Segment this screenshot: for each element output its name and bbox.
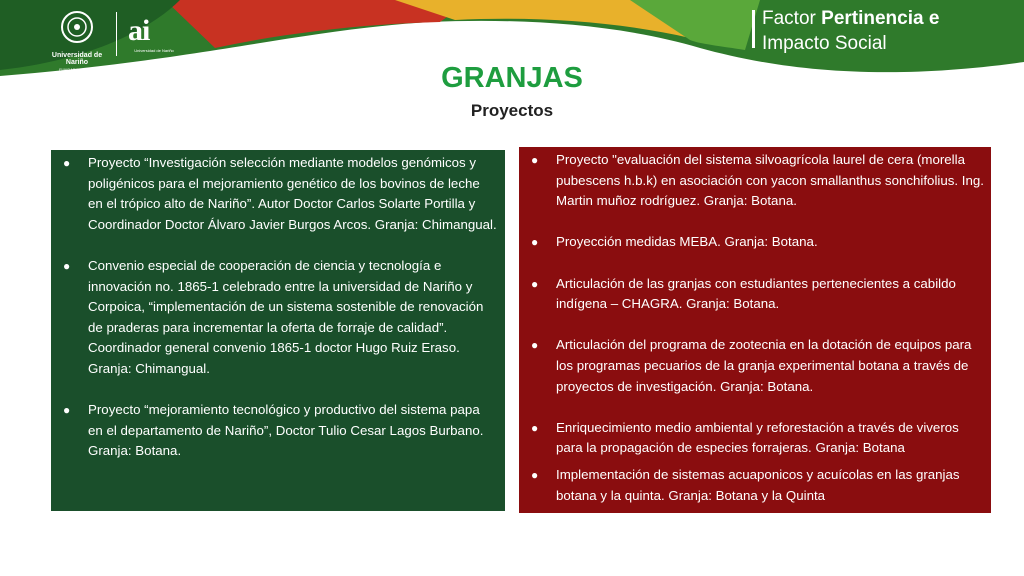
bullet-icon: ● xyxy=(531,235,539,250)
page-title: GRANJAS xyxy=(441,62,583,94)
list-item: ● Implementación de sistemas acuaponicos y acuícolas en las granjas botana y la quinta. Granja: Botana y la Quinta xyxy=(531,466,960,503)
factor-bold: Pertinencia e xyxy=(821,8,940,29)
university-seal-icon xyxy=(60,10,94,44)
bullet-icon: ● xyxy=(63,258,71,273)
bullet-icon: ● xyxy=(63,156,71,170)
list-item: ● Proyección medidas MEBA. Granja: Botana. xyxy=(529,232,987,253)
list-item: ● Proyecto "evaluación del sistema silvoagrícola laurel de cera (morella pubescens h.b.k) en asociación con yacon smallanthus sonchifolius. Ing. Martin muñoz rodríguez. Granja: Botana. xyxy=(531,152,984,209)
list-item: ● Proyecto “mejoramiento tecnológico y productivo del sistema papa en el departamento de Nariño”, Doctor Tulio Cesar Lagos Burbano. Granja: Botana. xyxy=(63,402,484,459)
bullet-icon: ● xyxy=(63,403,71,418)
university-logo xyxy=(28,8,174,72)
bullet-icon: ● xyxy=(531,467,539,482)
university-tagline: FUNDADA EN 1904 xyxy=(59,67,95,72)
ai-logo: ai xyxy=(128,14,150,47)
factor-heading xyxy=(762,6,939,56)
bullet-icon: ● xyxy=(531,338,539,353)
bullet-icon: ● xyxy=(531,276,539,291)
page-subtitle: Proyectos xyxy=(470,101,554,120)
left-project-list xyxy=(61,153,497,462)
factor-light: Factor xyxy=(762,8,816,29)
list-item: ● Articulación del programa de zootecnia en la dotación de equipos para los programas pecuarios de la granja experimental botana a través de proyectos de investigación. Granja: Botana. xyxy=(531,337,972,394)
factor-divider xyxy=(752,10,755,48)
list-item: ● Articulación de las granjas con estudiantes pertenecientes a cabildo indígena – CHAGRA. Granja: Botana. xyxy=(531,275,956,312)
bullet-icon: ● xyxy=(531,420,539,435)
bullet-icon: ● xyxy=(531,153,539,167)
university-name: Universidad de Nariño xyxy=(51,52,103,66)
right-project-list xyxy=(529,150,987,506)
list-item: ● Convenio especial de cooperación de ciencia y tecnología e innovación no. 1865-1 celebrado entre la universidad de Nariño y Corpoica, “implementación de un sistema sostenible de renovación de praderas para incrementar la oferta de forraje de calidad”. Coordinador general convenio 1865-1 doctor Hugo Ruiz Eraso. Granja: Chimangual. xyxy=(63,257,484,376)
list-item: ● Enriquecimiento medio ambiental y reforestación a través de viveros para la propagación de especies forrajeras. Granja: Botana xyxy=(531,419,959,456)
list-item: ● Proyecto “Investigación selección mediante modelos genómicos y poligénicos para el mejoramiento genético de los bovinos de leche en el trópico alto de Nariño”. Autor Doctor Carlos Solarte Portilla y Coordinador Doctor Álvaro Javier Burgos Arcos. Granja: Chimangual. xyxy=(63,155,497,232)
factor-line2: Impacto Social xyxy=(762,33,887,54)
ai-tagline: Universidad de Nariño xyxy=(134,48,174,53)
right-project-box xyxy=(519,147,991,513)
left-project-box xyxy=(51,150,505,511)
